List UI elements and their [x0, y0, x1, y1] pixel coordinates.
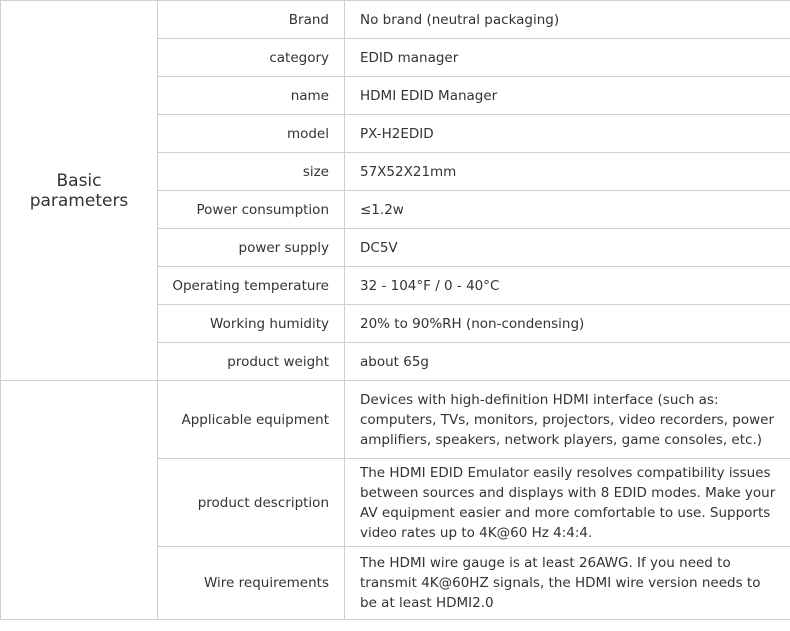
- row-key: product weight: [158, 343, 345, 381]
- row-key: Applicable equipment: [158, 381, 345, 459]
- row-key: power supply: [158, 229, 345, 267]
- table-row: [1, 1, 790, 39]
- row-value: 32 - 104°F / 0 - 40°C: [345, 267, 790, 305]
- row-key: Power consumption: [158, 191, 345, 229]
- row-key: model: [158, 115, 345, 153]
- row-key: category: [158, 39, 345, 77]
- row-value: 57X52X21mm: [345, 153, 790, 191]
- row-value: The HDMI EDID Emulator easily resolves compatibility issues between sources and displays with 8 EDID modes. Make your AV equipment easier and more comfortable to use. Supports video rates up to 4K@60 Hz 4:4:4.: [345, 459, 790, 547]
- row-value: PX-H2EDID: [345, 115, 790, 153]
- row-value: HDMI EDID Manager: [345, 77, 790, 115]
- row-key: name: [158, 77, 345, 115]
- row-value: 20% to 90%RH (non-condensing): [345, 305, 790, 343]
- row-key: Operating temperature: [158, 267, 345, 305]
- row-value: about 65g: [345, 343, 790, 381]
- row-value: DC5V: [345, 229, 790, 267]
- row-key: Working humidity: [158, 305, 345, 343]
- row-value: ≤1.2w: [345, 191, 790, 229]
- row-key: size: [158, 153, 345, 191]
- row-value: EDID manager: [345, 39, 790, 77]
- section-title: [1, 381, 158, 620]
- row-key: Brand: [158, 1, 345, 39]
- row-key: product description: [158, 459, 345, 547]
- row-key: Wire requirements: [158, 547, 345, 620]
- row-value: Devices with high-definition HDMI interface (such as: computers, TVs, monitors, projectors, video recorders, power amplifiers, speakers, network players, game consoles, etc.): [345, 381, 790, 459]
- table-row: [1, 381, 790, 459]
- row-value: The HDMI wire gauge is at least 26AWG. If you need to transmit 4K@60HZ signals, the HDMI wire version needs to be at least HDMI2.0: [345, 547, 790, 620]
- section-title: Basic parameters: [1, 1, 158, 381]
- row-value: No brand (neutral packaging): [345, 1, 790, 39]
